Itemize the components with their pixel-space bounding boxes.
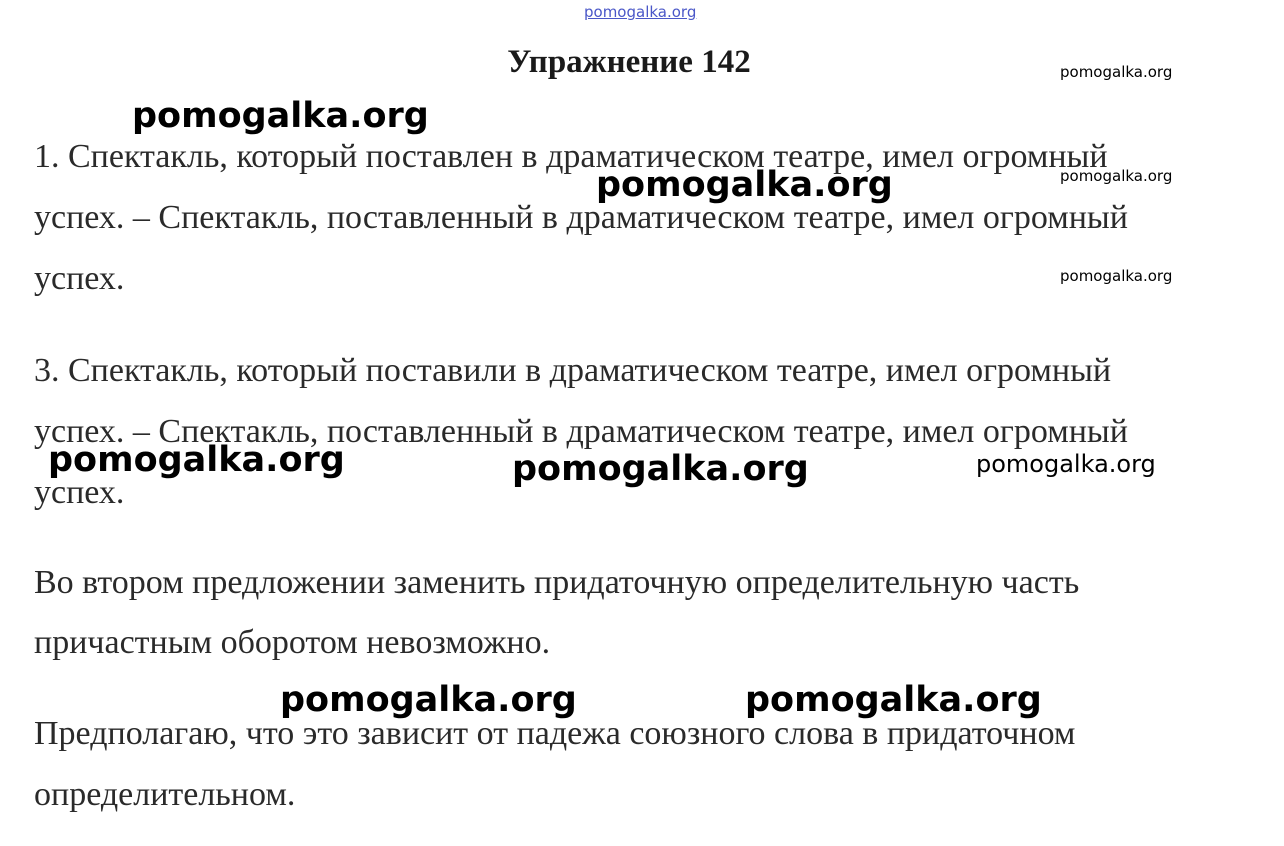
watermark: pomogalka.org (596, 165, 893, 205)
watermark: pomogalka.org (48, 440, 345, 480)
paragraph-4-line-1: Предполагаю, что это зависит от падежа союзного слова в придаточном (34, 715, 1076, 752)
paragraph-1-line-3: успех. (34, 260, 125, 297)
paragraph-2-line-3: успех. (34, 474, 125, 511)
watermark: pomogalka.org (745, 680, 1042, 720)
paragraph-3-line-2: причастным оборотом невозможно. (34, 624, 551, 661)
watermark: pomogalka.org (132, 96, 429, 136)
paragraph-3-line-1: Во втором предложении заменить придаточную определительную часть (34, 564, 1080, 601)
paragraph-2-line-1: 3. Спектакль, который поставили в драматическом театре, имел огромный (34, 352, 1112, 389)
watermark: pomogalka.org (976, 450, 1156, 478)
watermark: pomogalka.org (1060, 267, 1173, 285)
watermark-top: pomogalka.org (584, 3, 697, 21)
watermark: pomogalka.org (1060, 63, 1173, 81)
paragraph-4-line-2: определительном. (34, 776, 296, 813)
paragraph-2-line-2: успех. – Спектакль, поставленный в драматическом театре, имел огромный (34, 413, 1128, 450)
watermark: pomogalka.org (1060, 167, 1173, 185)
paragraph-1-line-2: успех. – Спектакль, поставленный в драматическом театре, имел огромный (34, 199, 1128, 236)
paragraph-1-line-1: 1. Спектакль, который поставлен в драматическом театре, имел огромный (34, 138, 1108, 175)
watermark: pomogalka.org (280, 680, 577, 720)
page-title: Упражнение 142 (507, 44, 751, 80)
watermark: pomogalka.org (512, 449, 809, 489)
